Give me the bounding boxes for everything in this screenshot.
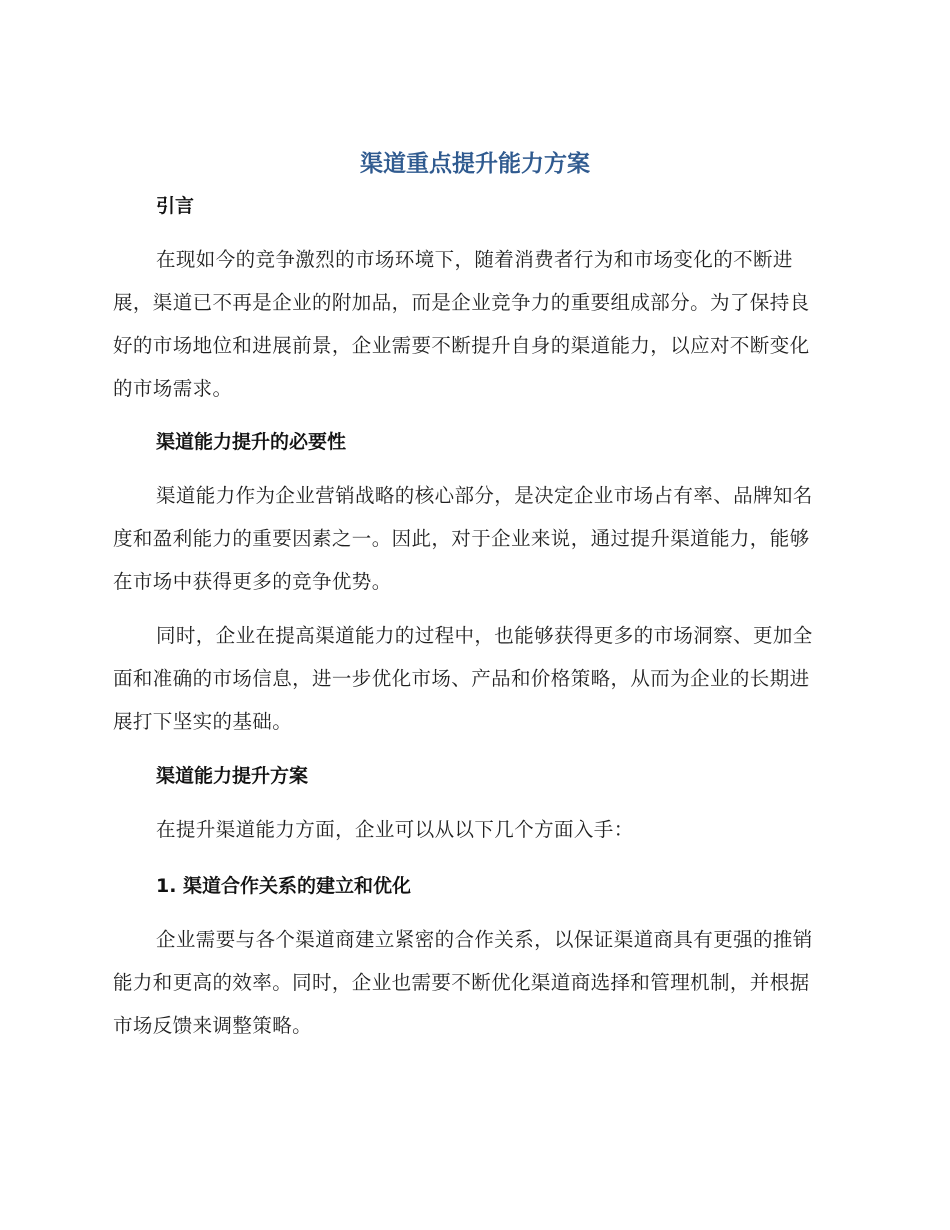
section-heading-plan: 渠道能力提升方案: [156, 765, 309, 787]
section-heading-intro: 引言: [156, 195, 195, 217]
paragraph-necessity-1: 渠道能力作为企业营销战略的核心部分，是决定企业市场占有率、品牌知名度和盈利能力的重要因素之一。因此，对于企业来说，通过提升渠道能力，能够在市场中获得更多的竞争优势。: [113, 484, 813, 593]
paragraph-cooperation: 企业需要与各个渠道商建立紧密的合作关系，以保证渠道商具有更强的推销能力和更高的效率。同时，企业也需要不断优化渠道商选择和管理机制，并根据市场反馈来调整策略。: [113, 928, 813, 1037]
paragraph-plan-intro: 在提升渠道能力方面，企业可以从以下几个方面入手：: [156, 818, 634, 841]
paragraph-intro: 在现如今的竞争激烈的市场环境下，随着消费者行为和市场变化的不断进展，渠道已不再是企业的附加品，而是企业竞争力的重要组成部分。为了保持良好的市场地位和进展前景，企业需要不断提升自身的渠道能力，以应对不断变化的市场需求。: [113, 248, 810, 400]
document-title: 渠道重点提升能力方案: [360, 151, 590, 177]
paragraph-necessity-2: 同时，企业在提高渠道能力的过程中，也能够获得更多的市场洞察、更加全面和准确的市场信息，进一步优化市场、产品和价格策略，从而为企业的长期进展打下坚实的基础。: [113, 624, 813, 733]
section-heading-necessity: 渠道能力提升的必要性: [156, 431, 347, 453]
section-heading-cooperation: 1. 渠道合作关系的建立和优化: [156, 875, 412, 897]
